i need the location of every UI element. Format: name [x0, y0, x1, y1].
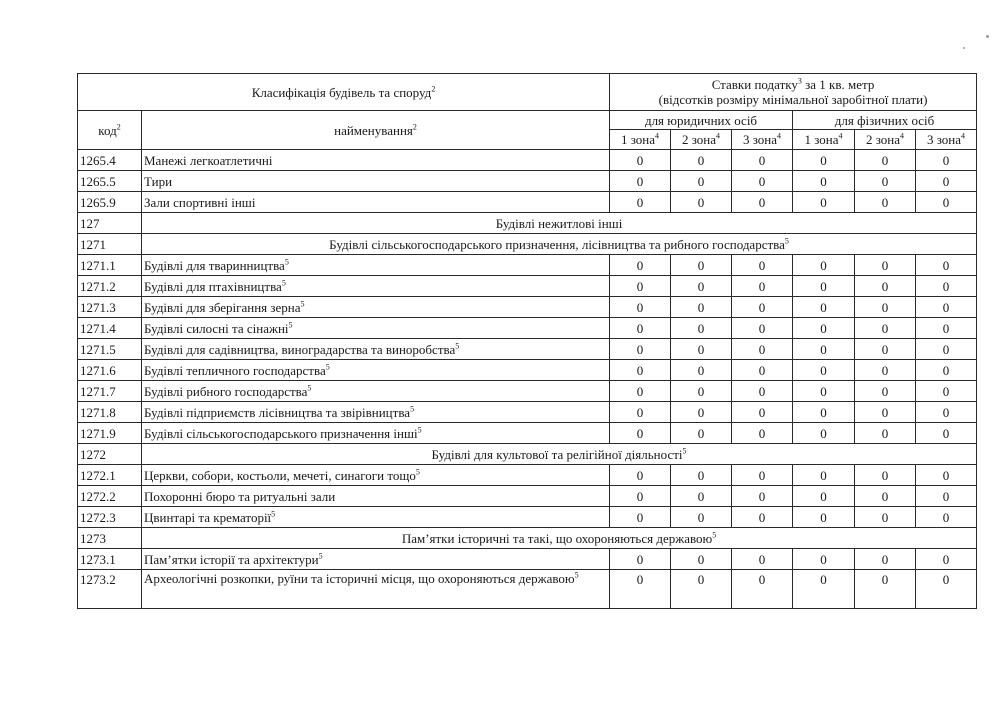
rate-value: 0	[610, 150, 671, 171]
rate-value: 0	[793, 171, 855, 192]
rate-value: 0	[855, 423, 916, 444]
row-name	[142, 570, 610, 609]
code-header: код$^2$	[78, 111, 142, 150]
rate-value: 0	[671, 465, 732, 486]
row-code: 1271.5	[78, 339, 142, 360]
rate-value: 0	[671, 276, 732, 297]
rate-value: 0	[855, 192, 916, 213]
row-code: 1271.8	[78, 402, 142, 423]
rate-value: 0	[671, 549, 732, 570]
rate-value: 0	[793, 423, 855, 444]
row-code: 1271	[78, 234, 142, 255]
rate-value: 0	[732, 150, 793, 171]
rate-value: 0	[610, 381, 671, 402]
rate-value: 0	[671, 507, 732, 528]
rate-value: 0	[855, 297, 916, 318]
table-row	[78, 402, 977, 423]
rate-value: 0	[732, 171, 793, 192]
rate-value: 0	[671, 570, 732, 609]
rate-value: 0	[732, 276, 793, 297]
scan-speck	[986, 35, 989, 38]
rate-value: 0	[671, 192, 732, 213]
row-code: 1273.1	[78, 549, 142, 570]
row-code: 127	[78, 213, 142, 234]
rate-value: 0	[855, 276, 916, 297]
row-name	[142, 150, 610, 171]
row-code: 1273	[78, 528, 142, 549]
rate-value: 0	[916, 465, 977, 486]
rate-value: 0	[855, 150, 916, 171]
row-name-text: Будівлі для тваринництва	[144, 257, 285, 273]
row-name-text: Похоронні бюро та ритуальні зали	[144, 488, 336, 504]
section-title-text: Будівлі для культової та релігійної діяльності	[431, 446, 683, 462]
row-name	[142, 318, 610, 339]
row-code: 1272.1	[78, 465, 142, 486]
rate-value: 0	[610, 402, 671, 423]
rate-value: 0	[671, 297, 732, 318]
row-code: 1271.3	[78, 297, 142, 318]
footnote-marker: 5	[284, 257, 289, 267]
footnote-marker: 5	[271, 509, 276, 519]
rate-value: 0	[793, 465, 855, 486]
rate-value: 0	[916, 192, 977, 213]
rate-value: 0	[793, 255, 855, 276]
row-name	[142, 486, 610, 507]
rate-value: 0	[793, 381, 855, 402]
rate-value: 0	[793, 276, 855, 297]
rate-value: 0	[793, 192, 855, 213]
rate-value: 0	[671, 339, 732, 360]
row-name-text: Пам’ятки історії та архітектури	[144, 551, 319, 567]
rate-value: 0	[855, 360, 916, 381]
footnote-marker: 5	[318, 551, 323, 561]
rate-value: 0	[610, 276, 671, 297]
table-row	[78, 423, 977, 444]
rate-value: 0	[610, 339, 671, 360]
rate-value: 0	[732, 192, 793, 213]
rate-value: 0	[671, 423, 732, 444]
rate-value: 0	[916, 381, 977, 402]
table-row	[78, 549, 977, 570]
individuals-header: для фізичних осіб	[793, 111, 977, 130]
footnote-marker: 5	[300, 299, 305, 309]
rate-value: 0	[855, 465, 916, 486]
row-code: 1265.9	[78, 192, 142, 213]
rate-value: 0	[610, 360, 671, 381]
rate-value: 0	[610, 465, 671, 486]
row-name	[142, 423, 610, 444]
row-name-text: Будівлі для птахівництва	[144, 278, 282, 294]
row-code: 1271.7	[78, 381, 142, 402]
rate-value: 0	[732, 549, 793, 570]
row-name-text: Будівлі для садівництва, виноградарства та виноробства	[144, 341, 456, 357]
rate-value: 0	[916, 360, 977, 381]
rate-value: 0	[855, 381, 916, 402]
rate-value: 0	[793, 486, 855, 507]
row-name	[142, 402, 610, 423]
footnote-marker: 5	[574, 570, 579, 580]
tax-rates-table	[77, 73, 977, 609]
row-name	[142, 171, 610, 192]
section-row	[78, 528, 977, 549]
rate-value: 0	[916, 171, 977, 192]
row-code: 1271.2	[78, 276, 142, 297]
name-header: найменування$^2$	[142, 111, 610, 150]
row-name-text: Манежі легкоатлетичні	[144, 152, 273, 168]
row-code: 1272	[78, 444, 142, 465]
rate-value: 0	[732, 570, 793, 609]
rate-value: 0	[610, 318, 671, 339]
rate-value: 0	[793, 402, 855, 423]
rate-value: 0	[793, 360, 855, 381]
rate-value: 0	[610, 255, 671, 276]
table-row	[78, 465, 977, 486]
row-name-text: Будівлі підприємств лісівництва та звірівництва	[144, 404, 411, 420]
section-title	[142, 528, 977, 549]
rate-value: 0	[916, 549, 977, 570]
row-name-text: Археологічні розкопки, руїни та історичні місця, що охороняються державою	[144, 571, 575, 586]
rate-value: 0	[793, 297, 855, 318]
row-name	[142, 549, 610, 570]
rate-value: 0	[855, 171, 916, 192]
footnote-marker: 5	[682, 446, 687, 456]
footnote-marker: 5	[712, 530, 717, 540]
classification-header: Класифікація будівель та споруд$^2$	[78, 74, 610, 111]
table-row	[78, 507, 977, 528]
section-title	[142, 213, 977, 234]
row-name	[142, 297, 610, 318]
row-name-text: Будівлі тепличного господарства	[144, 362, 326, 378]
rate-value: 0	[610, 507, 671, 528]
rate-value: 0	[855, 549, 916, 570]
rate-value: 0	[610, 570, 671, 609]
row-name-text: Зали спортивні інші	[144, 194, 256, 210]
row-name-text: Тири	[144, 173, 173, 189]
table-row	[78, 192, 977, 213]
rate-value: 0	[916, 276, 977, 297]
rate-value: 0	[916, 339, 977, 360]
rate-value: 0	[855, 255, 916, 276]
row-code: 1273.2	[78, 570, 142, 609]
rate-value: 0	[855, 318, 916, 339]
table-row	[78, 297, 977, 318]
rate-value: 0	[855, 339, 916, 360]
rate-value: 0	[732, 297, 793, 318]
table-row	[78, 570, 977, 609]
rate-value: 0	[916, 318, 977, 339]
row-name	[142, 465, 610, 486]
section-title	[142, 234, 977, 255]
rate-value: 0	[610, 486, 671, 507]
row-code: 1265.5	[78, 171, 142, 192]
rate-value: 0	[916, 486, 977, 507]
header-row-2	[78, 111, 977, 130]
section-title-text: Пам’ятки історичні та такі, що охороняються державою	[401, 530, 713, 546]
rate-value: 0	[793, 549, 855, 570]
section-title-text: Будівлі нежитлові інші	[495, 215, 623, 231]
rate-value: 0	[916, 402, 977, 423]
rate-value: 0	[671, 150, 732, 171]
row-code: 1271.9	[78, 423, 142, 444]
rate-value: 0	[855, 570, 916, 609]
footnote-marker: 5	[325, 362, 330, 372]
table-row	[78, 486, 977, 507]
row-code: 1272.2	[78, 486, 142, 507]
row-name	[142, 276, 610, 297]
rate-value: 0	[916, 570, 977, 609]
row-code: 1265.4	[78, 150, 142, 171]
rate-value: 0	[855, 402, 916, 423]
section-title-text: Будівлі сільськогосподарського призначення, лісівництва та рибного господарства	[329, 236, 785, 252]
footnote-marker: 5	[417, 425, 422, 435]
row-name-text: Будівлі силосні та сінажні	[144, 320, 289, 336]
row-name-text: Будівлі для зберігання зерна	[144, 299, 301, 315]
table-row	[78, 255, 977, 276]
rate-value: 0	[671, 318, 732, 339]
rate-value: 0	[793, 339, 855, 360]
section-title	[142, 444, 977, 465]
row-code: 1271.6	[78, 360, 142, 381]
rate-value: 0	[855, 507, 916, 528]
footnote-marker: 5	[281, 278, 286, 288]
legal-entities-header: для юридичних осіб	[610, 111, 793, 130]
rate-value: 0	[610, 171, 671, 192]
zone-header: 1 зона$^4$	[610, 130, 671, 150]
footnote-marker: 5	[410, 404, 415, 414]
section-row	[78, 213, 977, 234]
footnote-marker: 5	[307, 383, 312, 393]
section-row	[78, 444, 977, 465]
footnote-marker: 5	[784, 236, 789, 246]
rate-value: 0	[610, 297, 671, 318]
row-name	[142, 381, 610, 402]
header-row-1	[78, 74, 977, 111]
rate-value: 0	[732, 486, 793, 507]
rate-value: 0	[610, 549, 671, 570]
row-name-text: Будівлі рибного господарства	[144, 383, 308, 399]
table-row	[78, 150, 977, 171]
rate-value: 0	[793, 570, 855, 609]
rate-value: 0	[732, 465, 793, 486]
section-row	[78, 234, 977, 255]
table-row	[78, 276, 977, 297]
table-row	[78, 339, 977, 360]
footnote-marker: 5	[455, 341, 460, 351]
rate-value: 0	[671, 486, 732, 507]
rate-value: 0	[671, 255, 732, 276]
scan-speck	[963, 47, 965, 49]
row-name-text: Церкви, собори, костьоли, мечеті, синагоги тощо	[144, 467, 416, 483]
row-code: 1271.4	[78, 318, 142, 339]
rate-value: 0	[732, 255, 793, 276]
rate-value: 0	[855, 486, 916, 507]
rate-value: 0	[732, 339, 793, 360]
zone-header: 3 зона$^4$	[916, 130, 977, 150]
rate-value: 0	[916, 150, 977, 171]
rate-value: 0	[732, 381, 793, 402]
table-row	[78, 318, 977, 339]
rate-value: 0	[610, 423, 671, 444]
rate-value: 0	[793, 318, 855, 339]
table-row	[78, 381, 977, 402]
rate-value: 0	[916, 297, 977, 318]
rate-value: 0	[671, 171, 732, 192]
rates-header: Ставки податку$^3$ за 1 кв. метр (відсотків розміру мінімальної заробітної плати)	[610, 74, 977, 111]
zone-header: 2 зона$^4$	[855, 130, 916, 150]
row-name	[142, 360, 610, 381]
rate-value: 0	[916, 507, 977, 528]
rate-value: 0	[732, 318, 793, 339]
row-name-text: Будівлі сільськогосподарського призначення інші	[144, 425, 418, 441]
row-name	[142, 507, 610, 528]
row-code: 1272.3	[78, 507, 142, 528]
rate-value: 0	[732, 423, 793, 444]
row-name-text: Цвинтарі та крематорії	[144, 509, 272, 525]
footnote-marker: 5	[415, 467, 420, 477]
rate-value: 0	[732, 402, 793, 423]
table-row	[78, 171, 977, 192]
row-name	[142, 339, 610, 360]
zone-header: 3 зона$^4$	[732, 130, 793, 150]
rate-value: 0	[916, 255, 977, 276]
table-row	[78, 360, 977, 381]
rate-value: 0	[671, 402, 732, 423]
rate-value: 0	[732, 360, 793, 381]
rate-value: 0	[916, 423, 977, 444]
footnote-marker: 5	[288, 320, 293, 330]
rate-value: 0	[610, 192, 671, 213]
row-name	[142, 255, 610, 276]
rate-value: 0	[671, 360, 732, 381]
rate-value: 0	[793, 507, 855, 528]
row-code: 1271.1	[78, 255, 142, 276]
row-name	[142, 192, 610, 213]
rate-value: 0	[671, 381, 732, 402]
rate-value: 0	[793, 150, 855, 171]
zone-header: 2 зона$^4$	[671, 130, 732, 150]
rate-value: 0	[732, 507, 793, 528]
zone-header: 1 зона$^4$	[793, 130, 855, 150]
